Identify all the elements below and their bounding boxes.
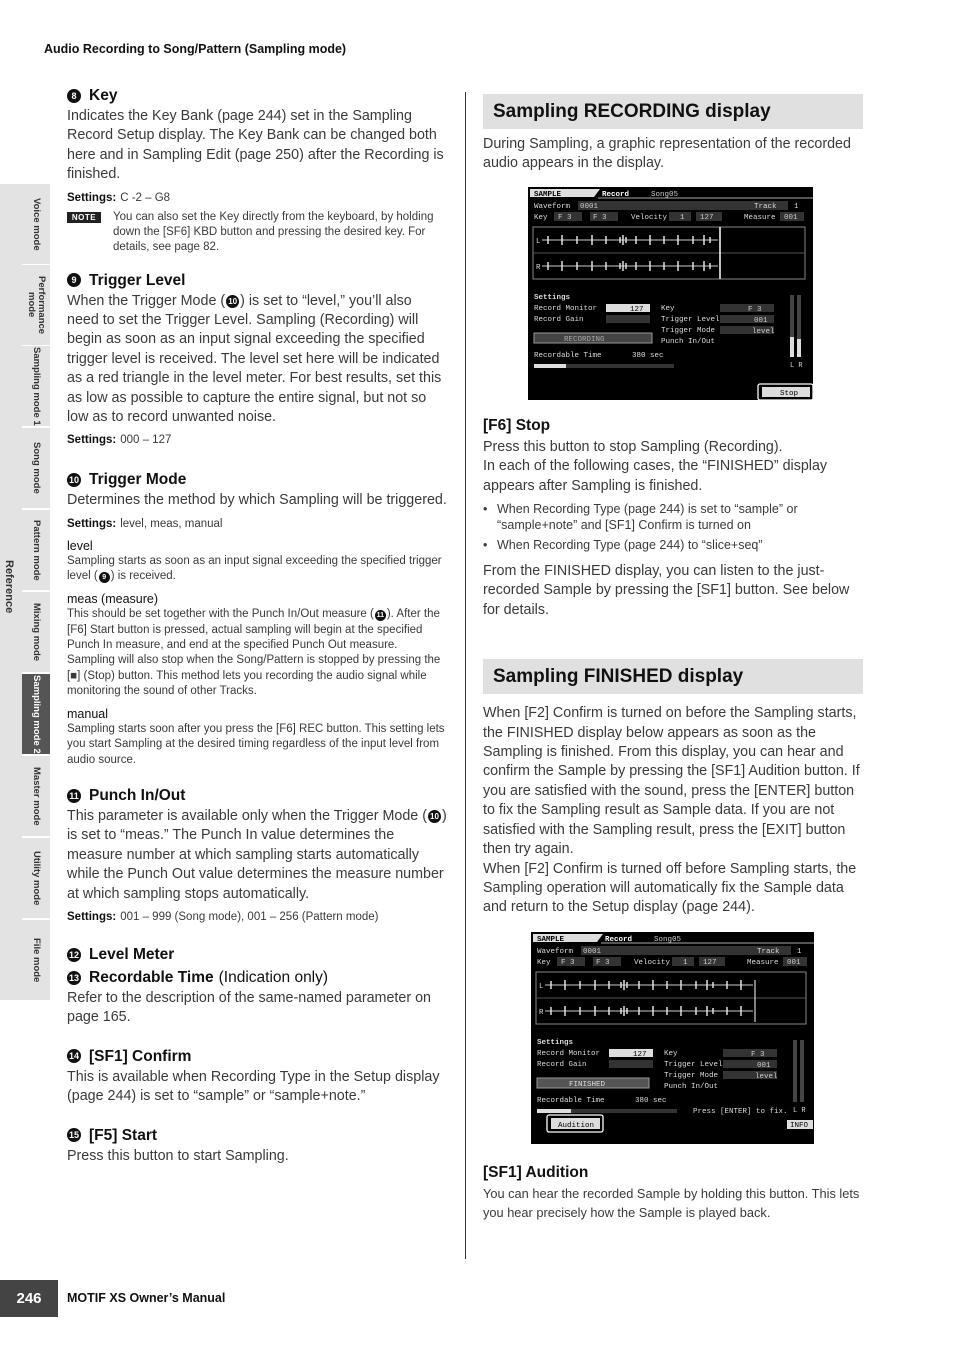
s1-status: RECORDING xyxy=(564,335,605,344)
s1-meter: L R xyxy=(790,361,803,370)
bullet-item: • When Recording Type (page 244) is set to “sample” or “sample+note” and [SF1] Confirm is turned on xyxy=(483,501,863,533)
right-column xyxy=(483,94,863,1222)
s1-track-label: Track xyxy=(754,202,777,211)
s1-measure: 001 xyxy=(784,213,798,222)
f6-body: Press this button to stop Sampling (Recording). In each of the following cases, the “FINISHED” display appears after Sampling is finished. xyxy=(483,438,828,494)
tab-utility-mode[interactable]: Utility mode xyxy=(22,838,50,919)
page-number: 246 xyxy=(0,1280,58,1317)
section-body: When the Trigger Mode ( 10 ) is set to “level,” you’ll also need to set the Trigger Level. Sampling (Recording) will begin as soon as an input signal exceeding the specified trigger level is received. The level set here will be indicated as a red triangle in the level meter. For best results, set this as low as possible to capture the entire signal, but not so low as to record unwanted noise. xyxy=(67,292,442,425)
section-punch: 11 Punch In/Out This parameter is available only when the Trigger Mode ( 10 ) is set to “meas.” The Punch In value determines the measure number at which sampling starts automatically while the Punch Out value determines the measure number at which sampling stops automatically. Settings: 001 – 999 (Song mode), 001 – 256 (Pattern mode) xyxy=(67,787,447,924)
s1-ch-r: R xyxy=(536,263,541,272)
s1-stop-button: Stop xyxy=(780,389,799,398)
s2-key-lo: F 3 xyxy=(561,958,575,967)
note-icon: NOTE xyxy=(67,212,101,223)
term-meas: meas (measure) xyxy=(67,592,158,607)
s2-measure-label: Measure xyxy=(747,958,779,967)
s2-waveform: 0001 xyxy=(583,947,602,956)
s2-page: Record xyxy=(605,935,633,944)
tab-song-mode[interactable]: Song mode xyxy=(22,428,50,509)
tab-mixing-mode[interactable]: Mixing mode xyxy=(22,592,50,673)
term-manual: manual xyxy=(67,707,108,722)
s2-vel-hi: 127 xyxy=(703,958,717,967)
section-title: Level Meter xyxy=(89,946,175,964)
term-level-desc: Sampling starts as soon as an input signal exceeding the specified trigger level ( 9 ) is received. xyxy=(67,554,442,583)
tab-performance-mode[interactable]: Performance mode xyxy=(22,265,50,346)
s2-ch-r: R xyxy=(539,1008,544,1017)
s2-key-label: Key xyxy=(537,958,551,967)
s1-vel-hi: 127 xyxy=(700,213,714,222)
s2-measure: 001 xyxy=(787,958,801,967)
bullet-item: • When Recording Type (page 244) to “slice+seq” xyxy=(483,537,863,553)
s2-key2-label: Key xyxy=(664,1049,678,1058)
ref-badge: 10 xyxy=(226,295,239,308)
tab-group-label: Reference xyxy=(3,560,15,614)
s1-page: Record xyxy=(602,190,630,199)
s1-tmode-label: Trigger Mode xyxy=(661,326,716,335)
section-recordable-time xyxy=(67,968,447,1028)
section-title: Recordable Time xyxy=(89,969,214,987)
finished-screen xyxy=(531,932,814,1144)
s1-key2-label: Key xyxy=(661,304,675,313)
section-title: [F5] Start xyxy=(89,1126,158,1144)
s1-monitor: 127 xyxy=(630,305,644,314)
s2-mode: SAMPLE xyxy=(537,935,565,944)
s1-time-label: Recordable Time xyxy=(534,351,602,360)
s2-track-label: Track xyxy=(757,947,780,956)
section-trigger-level: 9 Trigger Level When the Trigger Mode ( 10 ) is set to “level,” you’ll also need to set the Trigger Level. Sampling (Recording) will begin as soon as an input signal exceeding the specified trigger level is received. The level set here will be indicated as a red triangle in the level meter. For best results, set this as low as possible to capture the entire signal, but not so low as to record unwanted noise. Settings: 000 – 127 xyxy=(67,271,447,448)
term-level: level xyxy=(67,538,93,553)
s2-info-button: INFO xyxy=(790,1121,809,1130)
s2-time-label: Recordable Time xyxy=(537,1096,605,1105)
s1-waveform-label: Waveform xyxy=(534,202,571,211)
tab-sampling-mode-1[interactable]: Sampling mode 1 xyxy=(22,346,50,427)
number-badge: 13 xyxy=(68,972,79,983)
s2-tlevel-label: Trigger Level xyxy=(664,1060,723,1069)
s2-track: 1 xyxy=(797,947,802,956)
s1-track: 1 xyxy=(794,202,799,211)
column-divider xyxy=(465,92,466,1259)
section-title: Punch In/Out xyxy=(89,787,186,805)
s2-vel-lo: 1 xyxy=(683,958,688,967)
tab-master-mode[interactable]: Master mode xyxy=(22,756,50,837)
tab-sampling-mode-2[interactable]: Sampling mode 2 xyxy=(22,674,50,755)
s1-measure-label: Measure xyxy=(744,213,776,222)
sf1-title: [SF1] Audition xyxy=(483,1163,589,1181)
s2-enter-message: Press [ENTER] to fix. xyxy=(693,1107,788,1116)
s1-tmode: level xyxy=(752,327,775,336)
s2-ch-l: L xyxy=(539,982,544,991)
s1-punch-label: Punch In/Out xyxy=(661,337,716,346)
settings-value: 001 – 999 (Song mode), 001 – 256 (Pattern mode) xyxy=(120,911,379,924)
s1-key-label: Key xyxy=(534,213,548,222)
section-level-meter xyxy=(67,945,447,964)
f6-bullets xyxy=(483,501,863,553)
s2-audition-button: Audition xyxy=(558,1121,595,1130)
s2-tlevel: 001 xyxy=(757,1061,771,1070)
section-title: Key xyxy=(89,87,118,104)
section-key: 8 Key Indicates the Key Bank (page 244) set in the Sampling Record Setup display. The Key Bank can be changed both here and in Sampling Edit (page 250) after the Recording is finished. Settings: C -2 – G8 NOTE You can also set the Key directly from the keyboard, by holding down the [SF6] KBD button and pressing the desired key. For details, see page 82. xyxy=(67,86,447,256)
s1-tlevel-label: Trigger Level xyxy=(661,315,720,324)
s2-key2: F 3 xyxy=(751,1050,765,1059)
stop-symbol: ■ xyxy=(70,669,78,682)
section-body: This parameter is available only when the Trigger Mode ( 10 ) is set to “meas.” The Punch In value determines the measure number at which sampling starts automatically while the Punch Out value determines the measure number at which sampling stops automatically. xyxy=(67,808,447,902)
s2-punch-label: Punch In/Out xyxy=(664,1082,719,1091)
f6-title: [F6] Stop xyxy=(483,416,551,434)
s1-mode: SAMPLE xyxy=(534,190,562,199)
section-heading-recording: Sampling RECORDING display xyxy=(483,94,863,129)
section-f5-start xyxy=(67,1126,447,1166)
left-column xyxy=(67,86,447,1166)
section-body: Press this button to start Sampling. xyxy=(67,1147,289,1164)
recording-screen xyxy=(528,187,813,400)
s2-tmode: level xyxy=(755,1072,778,1081)
note-text: You can also set the Key directly from the keyboard, by holding down the [SF6] KBD button and pressing the desired key. For details, see page 82. xyxy=(113,210,434,254)
section-title-suffix: (Indication only) xyxy=(218,969,329,987)
section-body: Indicates the Key Bank (page 244) set in the Sampling Record Setup display. The Key Bank can be changed both here and in Sampling Edit (page 250) after the Recording is finished. xyxy=(67,108,444,183)
s2-monitor: 127 xyxy=(633,1050,647,1059)
s1-vel-lo: 1 xyxy=(680,213,685,222)
section-trigger-mode: 10 Trigger Mode Determines the method by which Sampling will be triggered. Settings: level, meas, manual level Sampling starts as soon as an input signal exceeding the specified trigger level ( 9 ) is received. meas (measure) This should be set together with the Punch In/Out measure ( 11 ). After the [F6] Start button is pressed, actual sampling will begin at the specified Punch In measure, and end at the specified Punch Out measure. Sampling will also stop when the Song/Pattern is stopped by pressing the [■] (Stop) button. This method lets you recording the audio signal while monitoring the sound of other Tracks. manual Sampling starts soon after you press the [F6] REC button. This setting lets you start Sampling at the desired timing regardless of the input level from audio source. xyxy=(67,470,447,768)
number-badge: 8 xyxy=(67,89,81,103)
term-meas-desc: This should be set together with the Punch In/Out measure ( 11 ). After the [F6] Start button is pressed, actual sampling will begin at the specified Punch In measure, and end at the specified Punch Out measure. Sampling will also stop when the Song/Pattern is stopped by pressing the [■] (Stop) button. This method lets you recording the audio signal while monitoring the sound of other Tracks. xyxy=(67,608,441,697)
section-title: [SF1] Confirm xyxy=(89,1047,192,1065)
note xyxy=(67,210,447,256)
sf1-body: You can hear the recorded Sample by holding this button. This lets you hear precisely how the Sample is played back. xyxy=(483,1185,860,1220)
section-heading-finished: Sampling FINISHED display xyxy=(483,659,863,694)
settings-value: level, meas, manual xyxy=(120,517,223,530)
s1-velocity-label: Velocity xyxy=(631,213,668,222)
s2-gain-label: Record Gain xyxy=(537,1060,587,1069)
number-badge: 14 xyxy=(68,1051,79,1062)
s1-ch-l: L xyxy=(536,237,541,246)
s2-status: FINISHED xyxy=(569,1080,606,1089)
s2-meter: L R xyxy=(793,1106,806,1115)
s2-key-hi: F 3 xyxy=(596,958,610,967)
s1-tlevel: 001 xyxy=(754,316,768,325)
recording-body: During Sampling, a graphic representation of the recorded audio appears in the display. xyxy=(483,136,851,172)
running-header: Audio Recording to Song/Pattern (Sampling mode) xyxy=(44,42,347,56)
s1-key2: F 3 xyxy=(748,305,762,314)
settings-value: 000 – 127 xyxy=(120,434,172,447)
number-badge: 9 xyxy=(67,273,81,287)
s1-settings: Settings xyxy=(534,293,571,302)
s1-gain-label: Record Gain xyxy=(534,315,584,324)
s2-settings: Settings xyxy=(537,1038,574,1047)
s2-song: Song05 xyxy=(654,935,682,944)
section-body: Refer to the description of the same-named parameter on page 165. xyxy=(67,990,431,1026)
term-manual-desc: Sampling starts soon after you press the [F6] REC button. This setting lets you start Sampling at the desired timing regardless of the input level from audio source. xyxy=(67,723,445,766)
settings-value: C -2 – G8 xyxy=(120,191,171,204)
s1-key-lo: F 3 xyxy=(558,213,572,222)
s2-tmode-label: Trigger Mode xyxy=(664,1071,719,1080)
footer-manual-title: MOTIF XS Owner’s Manual xyxy=(67,1291,226,1305)
section-body: This is available when Recording Type in the Setup display (page 244) is set to “sample” or “sample+note.” xyxy=(67,1068,440,1105)
section-title: Trigger Level xyxy=(89,271,186,289)
s2-velocity-label: Velocity xyxy=(634,958,671,967)
number-badge: 10 xyxy=(68,474,79,485)
section-body: Determines the method by which Sampling will be triggered. xyxy=(67,492,447,509)
tab-file-mode[interactable]: File mode xyxy=(22,920,50,1001)
s2-waveform-label: Waveform xyxy=(537,947,574,956)
s2-monitor-label: Record Monitor xyxy=(537,1049,601,1058)
section-sf1-confirm xyxy=(67,1047,447,1107)
s1-song: Song05 xyxy=(651,190,679,199)
f6-after: From the FINISHED display, you can listen to the just-recorded Sample by pressing the [SF1] button. See below for details. xyxy=(483,563,850,618)
tab-voice-mode[interactable]: Voice mode xyxy=(22,184,50,265)
section-title: Trigger Mode xyxy=(89,471,187,489)
number-badge: 12 xyxy=(68,949,79,960)
tab-pattern-mode[interactable]: Pattern mode xyxy=(22,510,50,591)
number-badge: 15 xyxy=(68,1130,79,1141)
s1-time: 380 sec xyxy=(632,351,664,360)
s2-time: 380 sec xyxy=(635,1096,667,1105)
s1-key-hi: F 3 xyxy=(593,213,607,222)
s1-waveform: 0001 xyxy=(580,202,599,211)
finished-body: When [F2] Confirm is turned on before the Sampling starts, the FINISHED display below appears as soon as the Sampling is finished. From this display, you can hear and confirm the Sample by pressing the [SF1] Audition button. If you are satisfied with the sound, press the [ENTER] button to fix the Sampling result as Sample data. If you are not satisfied with the Sampling result, press the [EXIT] button then try again. When [F2] Confirm is turned off before Sampling starts, the Sampling operation will automatically fix the Sample data and return to the Setup display (page 244). xyxy=(483,705,860,916)
s1-monitor-label: Record Monitor xyxy=(534,304,598,313)
number-badge: 11 xyxy=(67,789,81,803)
